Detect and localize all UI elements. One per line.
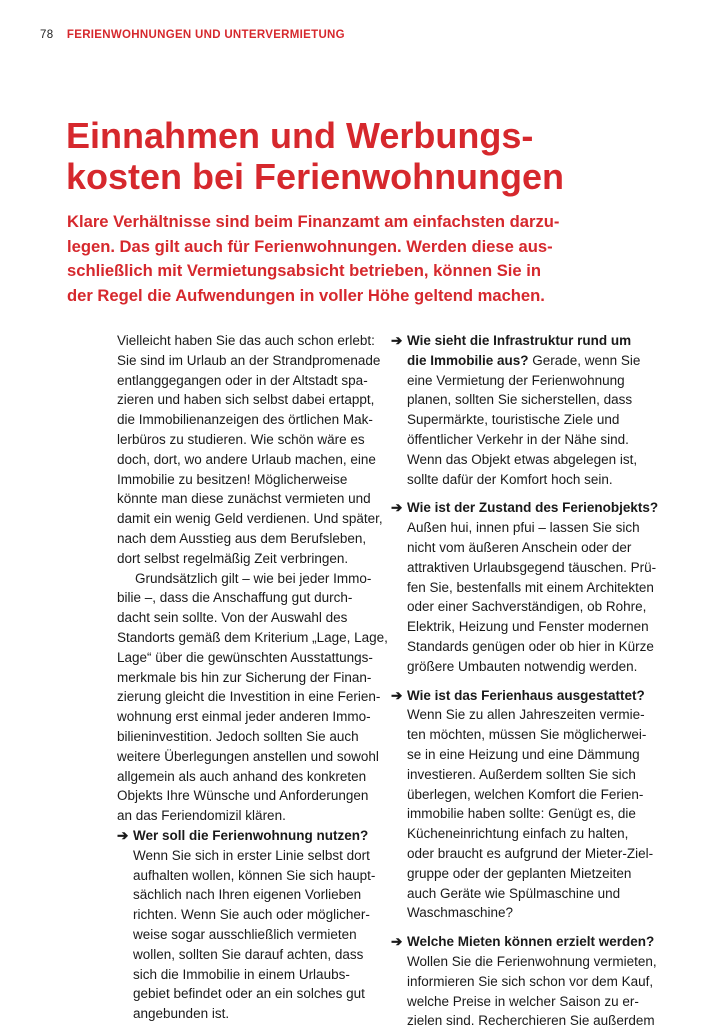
- text-line: fen Sie, bestenfalls mit einem Architekten: [407, 579, 654, 595]
- text-line: doch, dort, wo andere Urlaub machen, eine: [117, 451, 376, 467]
- running-header: [40, 29, 345, 41]
- bullet-item: [391, 331, 661, 489]
- text-line: Vielleicht haben Sie das auch schon erlebt:: [117, 333, 375, 348]
- text-line: zieren und haben sich selbst dabei ertappt,: [117, 392, 375, 408]
- text-line: Wenn Sie zu allen Jahreszeiten vermie-: [407, 707, 645, 723]
- text-line: wohnung erst einmal jeder anderen Immo-: [117, 709, 371, 725]
- text-line: Standorts gemäß dem Kriterium „Lage, Lage,: [117, 629, 388, 645]
- bullet-heading: Welche Mieten können erzielt werden?: [407, 934, 655, 950]
- text-line: gruppe oder der geplanten Mietzeiten: [407, 865, 632, 881]
- text-line: an das Feriendomizil klären.: [117, 808, 286, 824]
- arrow-right-icon: ➔: [391, 934, 403, 950]
- text-line: nicht vom äußeren Anschein oder der: [407, 539, 632, 555]
- text-line: Standards genügen oder ob hier in Kürze: [407, 638, 654, 654]
- lead-line: schließlich mit Vermietungsabsicht betrieben, können Sie in: [67, 261, 541, 280]
- page-title: [66, 115, 564, 197]
- text-line: weise sogar ausschließlich vermieten: [133, 926, 357, 942]
- text-line: Wenn das Objekt etwas abgelegen ist,: [407, 451, 638, 467]
- text-line: entlanggegangen oder in der Altstadt spa-: [117, 372, 368, 388]
- running-title: FERIENWOHNUNGEN UND UNTERVERMIETUNG: [66, 29, 345, 41]
- arrow-right-icon: ➔: [391, 687, 403, 703]
- text-line: investieren. Außerdem sollten Sie sich: [407, 766, 636, 782]
- text-line: lerbüros zu studieren. Wie schön wäre es: [117, 431, 365, 447]
- text-line: angebunden ist.: [133, 1006, 230, 1022]
- text-line: merkmale bis hin zur Sicherung der Finan-: [117, 669, 372, 685]
- body-paragraph: [117, 569, 387, 826]
- text-line: Grundsätzlich gilt – wie bei jeder Immo-: [135, 570, 372, 586]
- title-line: kosten bei Ferienwohnungen: [66, 156, 565, 197]
- text-line: immobilie haben sollte: Genügt es, die: [407, 806, 636, 822]
- right-column: [391, 331, 661, 1031]
- text-line: gebiet befindet oder an ein solches gut: [133, 986, 365, 1002]
- text-line: wollen, sollten Sie darauf achten, dass: [133, 946, 364, 962]
- text-line: damit ein wenig Geld verdienen. Und später,: [117, 511, 383, 527]
- arrow-right-icon: ➔: [117, 827, 129, 843]
- text-line: bilieninvestition. Jedoch sollten Sie auch: [117, 728, 359, 744]
- bullet-heading: Wie ist das Ferienhaus ausgestattet?: [407, 687, 645, 703]
- text-line: auch Geräte wie Spülmaschine und: [407, 885, 621, 901]
- text-line: die Immobilienanzeigen des örtlichen Mak-: [117, 412, 373, 428]
- text-line: überlegen, welchen Komfort die Ferien-: [407, 786, 644, 802]
- text-line: dacht sein sollte. Von der Auswahl des: [117, 610, 348, 626]
- text-line: sächlich nach Ihren eigenen Vorlieben: [133, 887, 362, 903]
- text-line: oder braucht es aufgrund der Mieter-Ziel-: [407, 845, 654, 861]
- bullet-heading: die Immobilie aus?: [407, 352, 529, 368]
- lead-line: der Regel die Aufwendungen in voller Höhe geltend machen.: [67, 285, 545, 305]
- bullet-heading: Wie ist der Zustand des Ferienobjekts?: [407, 500, 659, 516]
- text-line: Elektrik, Heizung und Fenster modernen: [407, 619, 649, 635]
- text-line: bilie –, dass die Anschaffung gut durch-: [117, 590, 353, 606]
- text-line: Immobilie zu besitzen! Möglicherweise: [117, 471, 348, 487]
- left-column: [117, 331, 387, 1024]
- text-line: sich die Immobilie in einem Urlaubs-: [133, 966, 350, 982]
- text-line: allgemein als auch anhand des konkreten: [117, 768, 367, 784]
- text-line: aufhalten wollen, können Sie sich haupt-: [133, 867, 376, 883]
- bullet-heading: Wer soll die Ferienwohnung nutzen?: [133, 827, 369, 843]
- text-line: Lage“ über die gewünschten Ausstattungs-: [117, 649, 373, 665]
- text-line: Waschmaschine?: [407, 905, 514, 921]
- text-line: Wenn Sie sich in erster Linie selbst dort: [133, 847, 370, 863]
- text-line: se in eine Heizung und eine Dämmung: [407, 746, 640, 762]
- text-line: zierung gleicht die Investition in eine Ferien-: [117, 689, 381, 705]
- bullet-item: [391, 686, 661, 924]
- bullet-item: [391, 498, 661, 676]
- text-line: welche Preise in welcher Saison zu er-: [407, 993, 639, 1009]
- text-line: weitere Überlegungen anstellen und sowohl: [117, 748, 379, 764]
- page-number: 78: [40, 29, 54, 41]
- text-line: könnte man diese zunächst vermieten und: [117, 491, 371, 507]
- text-line: informieren Sie sich schon vor dem Kauf,: [407, 973, 654, 989]
- body-paragraph: [117, 331, 387, 569]
- lead-line: Klare Verhältnisse sind beim Finanzamt am einfachsten darzu-: [67, 212, 560, 231]
- text-line: sollte dafür der Komfort hoch sein.: [407, 471, 613, 487]
- text-line: nach dem Ausstieg aus dem Berufsleben,: [117, 530, 367, 546]
- text-line: planen, sollten Sie sicherstellen, dass: [407, 392, 633, 408]
- text-line: Sie sind im Urlaub an der Strandpromenade: [117, 352, 381, 368]
- text-line: attraktiven Urlaubsgegend täuschen. Prü-: [407, 559, 657, 575]
- text-line: Kücheneinrichtung einfach zu halten,: [407, 826, 629, 842]
- text-line: oder einer Sachverständigen, ob Rohre,: [407, 599, 647, 615]
- text-line: richten. Wenn Sie auch oder möglicher-: [133, 907, 370, 923]
- text-line: Außen hui, innen pfui – lassen Sie sich: [407, 520, 640, 536]
- text-line: dort selbst regelmäßig Zeit verbringen.: [117, 550, 349, 566]
- bullet-item: [117, 826, 387, 1024]
- text-line: Supermärkte, touristische Ziele und: [407, 412, 620, 428]
- text-line: öffentlicher Verkehr in der Nähe sind.: [407, 431, 629, 447]
- text-line: eine Vermietung der Ferienwohnung: [407, 372, 625, 388]
- text-line: [407, 351, 661, 371]
- arrow-right-icon: ➔: [391, 333, 403, 348]
- bullet-item: [391, 932, 661, 1031]
- lead-paragraph: [67, 210, 559, 308]
- title-line: Einnahmen und Werbungs-: [66, 115, 534, 156]
- text-span: Gerade, wenn Sie: [528, 352, 641, 368]
- text-line: ten möchten, müssen Sie möglicherwei-: [407, 727, 647, 743]
- text-line: Objekts Ihre Wünsche und Anforderungen: [117, 788, 369, 804]
- arrow-right-icon: ➔: [391, 500, 403, 516]
- text-line: größere Umbauten notwendig werden.: [407, 658, 638, 674]
- bullet-heading: Wie sieht die Infrastruktur rund um: [407, 333, 632, 348]
- text-line: Wollen Sie die Ferienwohnung vermieten,: [407, 953, 657, 969]
- text-line: zielen sind. Recherchieren Sie außerdem: [407, 1013, 655, 1029]
- lead-line: legen. Das gilt auch für Ferienwohnungen. Werden diese aus-: [67, 236, 553, 256]
